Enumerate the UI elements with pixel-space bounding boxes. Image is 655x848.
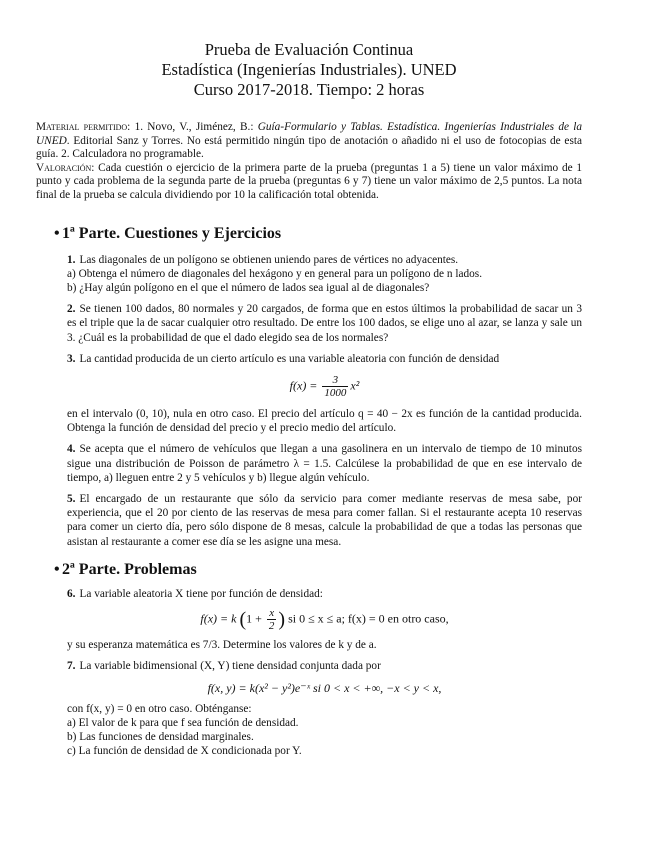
exam-header — [36, 40, 582, 100]
question-text: Se acepta que el número de vehículos que llegan a una gasolinera en un intervalo de tiempo de 10 minutos sigue una distribución de Poisson de parámetro λ = 1.5. Calcúlese la probabilidad de que en ese intervalo de tiempo, a) lleguen entre 2 y 5 vehículos y b) llegue algún vehículo. — [67, 443, 582, 484]
question-part-b: b) ¿Hay algún polígono en el que el número de lados sea igual al de diagonales? — [67, 281, 430, 294]
question-number: 2. — [67, 303, 76, 316]
question-6 — [67, 587, 582, 652]
formula-one: 1 + — [246, 611, 265, 626]
question-text: Las diagonales de un polígono se obtienen uniendo pares de vértices no adyacentes. — [79, 253, 459, 266]
material-label: Material permitido: — [36, 121, 131, 133]
formula-open-paren: ( — [239, 608, 247, 631]
question-part-a: a) Obtenga el número de diagonales del hexágono y en general para un polígono de n lados. — [67, 267, 483, 280]
question-number: 4. — [67, 443, 76, 456]
question-text: El encargado de un restaurante que sólo da servicio para comer mediante reservas de mesa sabe, por experiencia, que el 20 por ciento de las reservas de mesa para comer fallan. Si el restaurante acepta 10 reservas para comer un cierto día, pero sólo dispone de 8 mesas, calcule la probabilidad de que a todas las personas que asistan al restaurante a comer ese día se les asigne una mesa. — [67, 493, 582, 548]
question-continuation: y su esperanza matemática es 7/3. Determine los valores de k y de a. — [67, 639, 377, 652]
density-formula — [67, 607, 582, 632]
formula-rhs: x² — [350, 378, 360, 393]
question-text: La cantidad producida de un cierto artículo es una variable aleatoria con función de densidad — [79, 352, 500, 365]
question-part-b: b) Las funciones de densidad marginales. — [67, 731, 254, 744]
fraction-numerator: x — [267, 607, 277, 620]
question-3 — [67, 352, 582, 436]
question-number: 3. — [67, 352, 76, 365]
question-5 — [67, 492, 582, 549]
question-part-c: c) La función de densidad de X condicionada por Y. — [67, 745, 302, 758]
question-text: La variable aleatoria X tiene por función de densidad: — [79, 587, 323, 600]
bullet-icon: • — [54, 224, 60, 242]
question-number: 6. — [67, 587, 76, 600]
valoracion-label: Valoración: — [36, 161, 95, 174]
material-book: Guía-Formulario y Tablas. Estadística. Ingenierías Industriales de la UNED — [36, 121, 583, 147]
material-text-1: 1. Novo, V., Jiménez, B.: — [130, 121, 258, 133]
part1-heading — [36, 225, 582, 243]
fraction-denominator: 1000 — [324, 386, 347, 399]
formula-rhs: si 0 ≤ x ≤ a; f(x) = 0 en otro caso, — [285, 611, 449, 626]
formula-close-paren: ) — [278, 608, 286, 631]
exam-instructions — [36, 121, 582, 203]
header-course: Curso 2017-2018. Tiempo: 2 horas — [193, 80, 425, 99]
formula-lhs: f(x) = k — [200, 611, 240, 626]
material-text-2: . Editorial Sanz y Torres. No está permitido ningún tipo de anotación o añadido ni el uso de fotocopias de esta guía. 2. Calculadora no programable. — [36, 134, 582, 161]
question-number: 5. — [67, 493, 76, 505]
question-2 — [67, 302, 582, 345]
fraction-numerator: 3 — [322, 374, 348, 387]
header-subject: Estadística (Ingenierías Industriales). UNED — [161, 60, 457, 79]
question-number: 1. — [67, 253, 76, 266]
bullet-icon: • — [54, 560, 60, 578]
formula-fraction — [267, 607, 277, 632]
question-number: 7. — [67, 660, 76, 673]
question-text: Se tienen 100 dados, 80 normales y 20 cargados, de forma que en estos últimos la probabilidad de sacar un 3 es el triple que la de sacar cualquier otro resultado. De entre los 100 dados, se elige uno al azar, se lanza y sale un 3. ¿Cuál es la probabilidad de que el dado elegido sea de los normales? — [67, 303, 582, 344]
part2-title: 2ª Parte. Problemas — [62, 560, 197, 578]
question-4 — [67, 442, 582, 485]
exam-page — [36, 40, 582, 758]
question-text: La variable bidimensional (X, Y) tiene densidad conjunta dada por — [79, 660, 381, 673]
valoracion-text: Cada cuestión o ejercicio de la primera parte de la prueba (preguntas 1 a 5) tiene un valor máximo de 1 punto y cada problema de la segunda parte de la prueba (preguntas 6 y 7) tiene un valor máximo de 2,5 puntos. La nota final de la prueba se calcula dividiendo por 10 la calificación total obtenida. — [36, 161, 582, 201]
fraction-denominator: 2 — [268, 620, 275, 633]
part2-heading — [36, 561, 582, 579]
question-continuation: en el intervalo (0, 10), nula en otro caso. El precio del artículo q = 40 − 2x es función de la cantidad producida. Obtenga la función de densidad del precio y el precio medio del artículo. — [67, 407, 582, 435]
valoracion-paragraph — [36, 162, 582, 203]
question-7 — [67, 659, 582, 758]
part1-title: 1ª Parte. Cuestiones y Ejercicios — [62, 224, 282, 242]
formula-fraction — [322, 374, 348, 399]
question-part-a: a) El valor de k para que f sea función de densidad. — [67, 716, 299, 729]
joint-density-formula: f(x, y) = k(x² − y²)e⁻ˣ si 0 < x < +∞, −x < y < x, — [207, 681, 442, 696]
question-continuation: con f(x, y) = 0 en otro caso. Obténganse: — [67, 702, 252, 715]
question-1 — [67, 253, 582, 296]
material-paragraph — [36, 121, 582, 162]
density-formula — [67, 374, 582, 399]
header-title: Prueba de Evaluación Continua — [204, 40, 414, 59]
formula-lhs: f(x) = — [289, 378, 321, 393]
